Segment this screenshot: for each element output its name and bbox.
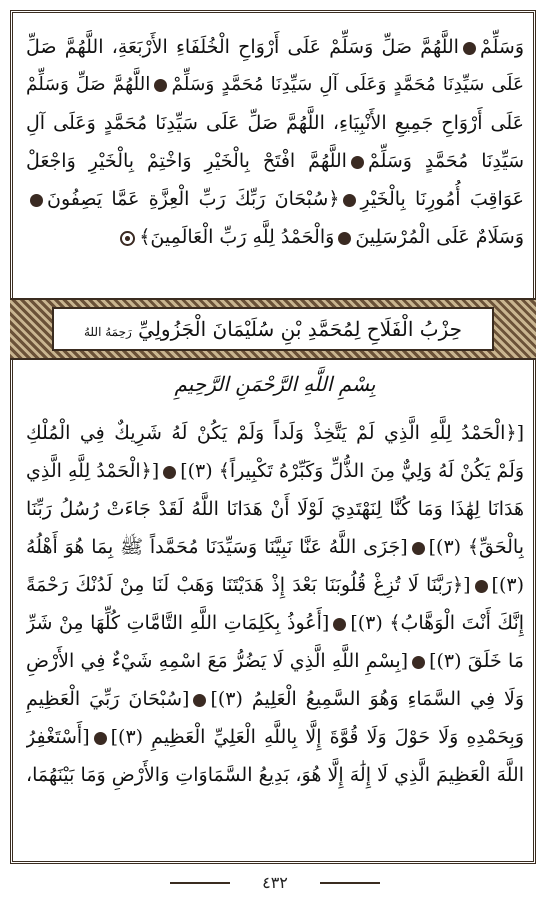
- text-line: عَلَى أَرْوَاحِ جَمِيعِ الأَنْبِيَاءِ، اللَّهُمَّ صَلِّ عَلَى سَيِّدِنَا مُحَمَّدٍ وَعَلَى آلِ: [26, 112, 524, 134]
- page-number: ٤٣٢: [262, 873, 288, 892]
- text-line: [﴿الْحَمْدُ لِلَّهِ الَّذِي لَمْ يَتَّخِذْ وَلَداً وَلَمْ يَكُنْ لَهُ شَرِيكٌ فِي الْمُلْكِ: [26, 422, 524, 444]
- text-line: عَلَى سَيِّدِنَا مُحَمَّدٍ وَعَلَى آلِ سَيِّدِنَا مُحَمَّدٍ وَسَلِّمْاللَّهُمَّ صَلِّ وَسَلِّمْ: [26, 74, 524, 95]
- heading-banner: [10, 298, 536, 360]
- separator-dot-icon: [163, 466, 176, 479]
- footer-ornament-icon: [320, 882, 380, 884]
- text-line: مَا خَلَقَ (٣)][بِسْمِ اللَّهِ الَّذِي لَا يَضُرُّ مَعَ اسْمِهِ شَيْءٌ فِي الأَرْضِ: [26, 650, 524, 672]
- text-line: وَسَلَامٌ عَلَى الْمُرْسَلِينَوَالْحَمْدُ لِلَّهِ رَبِّ الْعَالَمِينَ﴾: [26, 218, 524, 256]
- separator-dot-icon: [351, 156, 364, 169]
- text-line: وَلَا فِي السَّمَاءِ وَهُوَ السَّمِيعُ الْعَلِيمُ (٣)][سُبْحَانَ رَبِّيَ الْعَظِيمِ: [26, 688, 524, 710]
- text-line: هَدَانَا لِهَٰذَا وَمَا كُنَّا لِنَهْتَدِيَ لَوْلَا أَنْ هَدَانَا اللَّهُ لَقَدْ جَاءَتْ رُسُلُ رَبِّنَا: [26, 498, 524, 520]
- top-text-block: [26, 28, 524, 256]
- text-line: سَيِّدِنَا مُحَمَّدٍ وَسَلِّمْاللَّهُمَّ افْتَحْ بِالْخَيْرِ وَاخْتِمْ بِالْخَيْرِ وَاجْعَلْ: [26, 150, 524, 172]
- heading-box: [52, 307, 494, 351]
- separator-dot-icon: [193, 694, 206, 707]
- text-line: (٣)][﴿رَبَّنَا لَا تُزِغْ قُلُوبَنَا بَعْدَ إِذْ هَدَيْتَنَا وَهَبْ لَنَا مِنْ لَدُنْكَ رَحْمَةً: [26, 574, 524, 596]
- section-heading: حِزْبُ الْفَلَاحِ لِمُحَمَّدِ بْنِ سُلَيْمَانَ الْجَزُولِيِّ: [138, 317, 462, 341]
- text-line: وَلَمْ يَكُنْ لَهُ وَلِيٌّ مِنَ الذُّلِّ وَكَبِّرْهُ تَكْبِيراً﴾ (٣)][﴿الْحَمْدُ لِلَّهِ الَّذِي: [26, 460, 524, 482]
- text-line: وَسَلِّمْاللَّهُمَّ صَلِّ وَسَلِّمْ عَلَى أَرْوَاحِ الْخُلَفَاءِ الأَرْبَعَةِ، اللَّهُمَّ صَلِّ: [26, 36, 524, 58]
- separator-dot-icon: [30, 194, 43, 207]
- text-line: اللَّهَ الْعَظِيمَ الَّذِي لَا إِلَٰهَ إِلَّا هُوَ، بَدِيعُ السَّمَاوَاتِ وَالأَرْضِ وَمَا بَيْنَهُمَا،: [26, 764, 524, 786]
- flower-ornament-icon: [120, 231, 135, 246]
- separator-dot-icon: [154, 79, 167, 92]
- text-line: وَبِحَمْدِهِ وَلَا حَوْلَ وَلَا قُوَّةَ إِلَّا بِاللَّهِ الْعَلِيِّ الْعَظِيمِ (٣)][أَسْتَغْفِرُ: [26, 726, 524, 748]
- page-footer: [0, 868, 550, 898]
- text-line: عَوَاقِبَ أُمُورِنَا بِالْخَيْرِ﴿سُبْحَانَ رَبِّكَ رَبِّ الْعِزَّةِ عَمَّا يَصِفُونَ: [26, 180, 524, 218]
- separator-dot-icon: [333, 618, 346, 631]
- separator-dot-icon: [94, 732, 107, 745]
- heading-honorific: رَحِمَهُ اللهُ: [84, 325, 132, 339]
- text-line: بِالْحَقِّ﴾ (٣)][جَزَى اللَّهُ عَنَّا نَبِيَّنَا وَسَيِّدَنَا مُحَمَّداً ﷺ بِمَا هُوَ أَهْلُهُ: [26, 536, 524, 558]
- separator-dot-icon: [463, 42, 476, 55]
- basmala: بِسْمِ اللَّهِ الرَّحْمَنِ الرَّحِيمِ: [174, 372, 376, 396]
- footer-ornament-icon: [170, 882, 230, 884]
- separator-dot-icon: [412, 656, 425, 669]
- text-line: إِنَّكَ أَنْتَ الْوَهَّابُ﴾ (٣)][أَعُوذُ بِكَلِمَاتِ اللَّهِ التَّامَّاتِ كُلِّهَا مِنْ شَرِّ: [26, 612, 524, 634]
- separator-dot-icon: [475, 580, 488, 593]
- separator-dot-icon: [343, 194, 356, 207]
- separator-dot-icon: [338, 232, 351, 245]
- body-text-block: [26, 414, 524, 794]
- separator-dot-icon: [412, 542, 425, 555]
